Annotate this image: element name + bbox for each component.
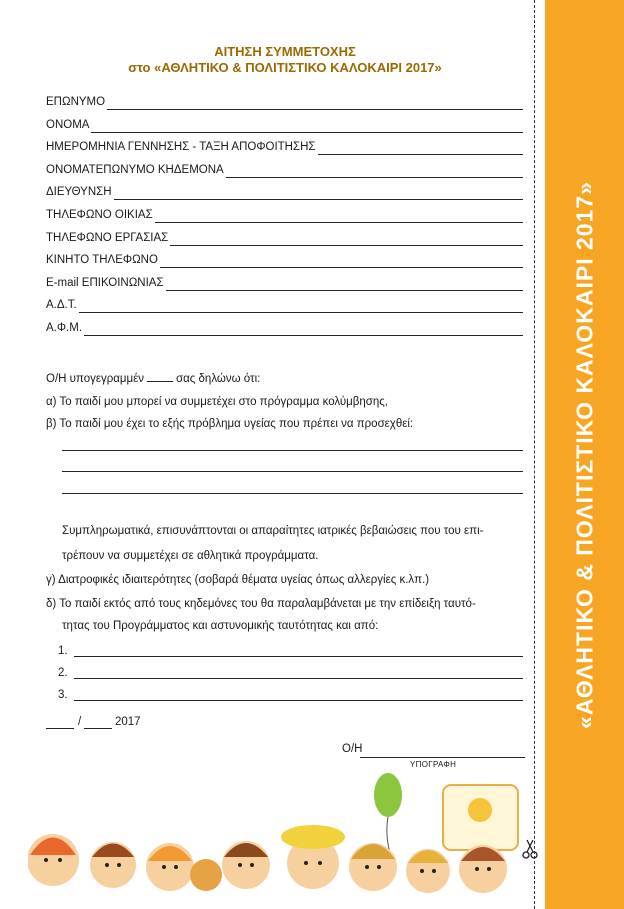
note-line-1: Συμπληρωματικά, επισυνάπτονται οι απαραίτητες ιατρικές βεβαιώσεις που του επι- [62,525,484,537]
field-input-line[interactable] [79,312,523,313]
balloon-icon [374,773,402,817]
health-line-3[interactable] [62,493,523,494]
field-label: E-mail ΕΠΙΚΟΙΝΩΝΙΑΣ [46,277,164,289]
date-year: 2017 [115,716,141,728]
item-a-text: α) Το παιδί μου μπορεί να συμμετέχει στο πρόγραμμα κολύμβησης, [46,396,388,408]
health-line-2[interactable] [62,471,523,472]
field-input-line[interactable] [226,177,523,178]
field-input-line[interactable] [91,132,523,133]
item-d-line-2: τητας του Προγράμματος και αστυνομικής ταυτότητας και από: [62,620,379,632]
pickup-line-3[interactable] [74,700,523,701]
scissors-icon [521,838,539,860]
health-line-1[interactable] [62,450,523,451]
field-label: ΚΙΝΗΤΟ ΤΗΛΕΦΩΝΟ [46,254,158,266]
signature-line[interactable] [360,757,525,758]
field-label: ΕΠΩΝΥΜΟ [46,96,106,108]
teddy-bear-icon [190,859,222,891]
item-c-text: γ) Διατροφικές ιδιαιτερότητες (σοβαρά θέματα υγείας όπως αλλεργίες κ.λπ.) [46,574,430,586]
field-input-line[interactable] [318,154,523,155]
field-input-line[interactable] [114,199,523,200]
number-1: 1. [58,645,68,657]
field-label: Α.Φ.Μ. [46,322,83,334]
pickup-line-1[interactable] [74,656,523,657]
side-band-title [545,0,624,909]
declaration-intro [46,373,260,385]
note-line-2: τρέπουν να συμμετέχει σε αθλητικά προγράμματα. [62,550,319,562]
kids-illustration [28,765,528,900]
field-input-line[interactable] [84,335,523,336]
cut-line [534,0,535,909]
item-d-line-1: δ) Το παιδί εκτός από τους κηδεμόνες του θα παραλαμβάνεται με την επίδειξη ταυτό- [46,598,476,610]
field-label: Α.Δ.Τ. [46,299,77,311]
pickup-line-2[interactable] [74,678,523,679]
field-input-line[interactable] [170,245,523,246]
date-slash: / [78,716,82,728]
signature-person-label: Ο/Η [342,743,363,755]
field-input-line[interactable] [155,222,523,223]
form-title: ΑΙΤΗΣΗ ΣΥΜΜΕΤΟΧΗΣ [214,44,356,59]
item-b-text: β) Το παιδί μου έχει το εξής πρόβλημα υγείας που πρέπει να προσεχθεί: [46,418,414,430]
intro-text-1: Ο/Η υπογεγραμμέν [46,373,145,385]
field-label: ΗΜΕΡΟΜΗΝΙΑ ΓΕΝΝΗΣΗΣ - ΤΑΞΗ ΑΠΟΦΟΙΤΗΣΗΣ [46,141,316,153]
date-month-field[interactable] [84,728,112,729]
intro-text-2: σας δηλώνω ότι: [176,373,261,385]
field-label: ΟΝΟΜΑ [46,119,90,131]
number-3: 3. [58,689,68,701]
field-input-line[interactable] [166,290,523,291]
field-label: ΔΙΕΥΘΥΝΣΗ [46,186,112,198]
field-label: ΤΗΛΕΦΩΝΟ ΟΙΚΙΑΣ [46,209,153,221]
side-band-text: «ΑΘΛΗΤΙΚΟ & ΠΟΛΙΤΙΣΤΙΚΟ ΚΑΛΟΚΑΙΡΙ 2017» [571,180,597,729]
form-subtitle: στο «ΑΘΛΗΤΙΚΟ & ΠΟΛΙΤΙΣΤΙΚΟ ΚΑΛΟΚΑΙΡΙ 2017» [128,60,442,75]
gender-suffix-blank[interactable] [147,381,173,382]
field-input-line[interactable] [107,109,523,110]
field-label: ΤΗΛΕΦΩΝΟ ΕΡΓΑΣΙΑΣ [46,232,169,244]
signature-label: ΥΠΟΓΡΑΦΗ [410,760,457,769]
field-label: ΟΝΟΜΑΤΕΠΩΝΥΜΟ ΚΗΔΕΜΟΝΑ [46,164,224,176]
date-day-field[interactable] [46,728,74,729]
field-input-line[interactable] [160,267,523,268]
number-2: 2. [58,667,68,679]
